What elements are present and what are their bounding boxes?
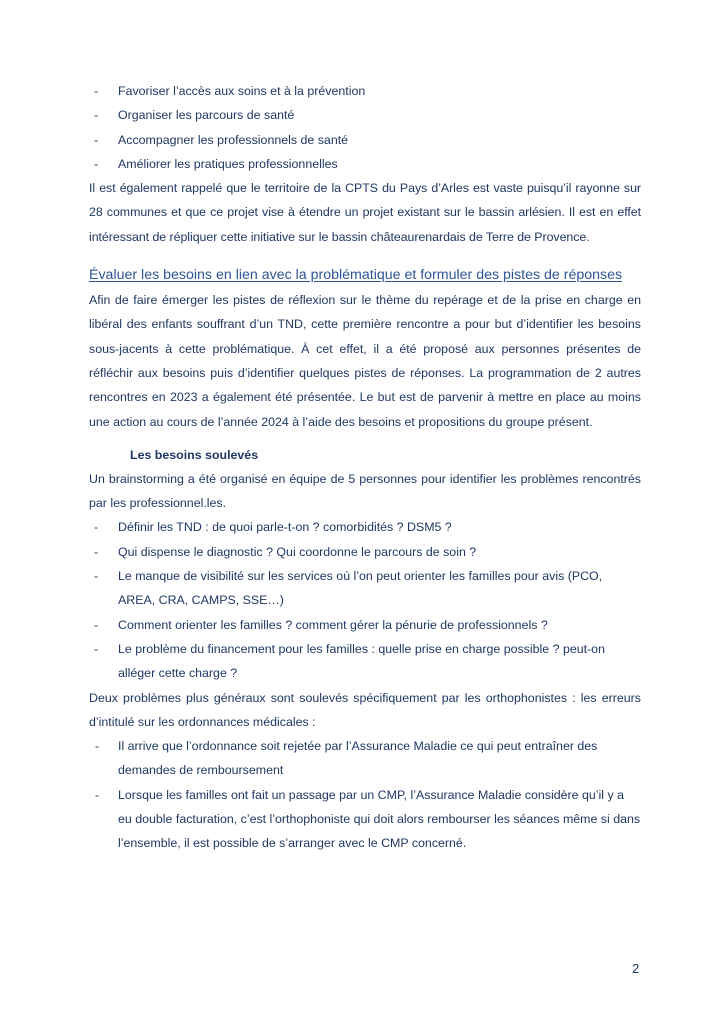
ortho-paragraph: Deux problèmes plus généraux sont soulevés spécifiquement par les orthophonistes : les erreurs d’intitulé sur les ordonnances médicales : — [89, 690, 641, 729]
objectives-list — [89, 79, 641, 176]
page-content — [89, 79, 641, 856]
list-item: - Le problème du financement pour les familles : quelle prise en charge possible ? peut-on alléger cette charge ? — [89, 637, 641, 686]
intro-paragraph: Il est également rappelé que le territoire de la CPTS du Pays d’Arles est vaste puisqu’il rayonne sur 28 communes et que ce projet vise à étendre un projet existant sur le bassin arlésien. Il est en effet intéressant de répliquer cette initiative sur le bassin châteaurenardais de Terre de Provence. — [89, 181, 641, 244]
list-item: - Définir les TND : de quoi parle-t-on ? comorbidités ? DSM5 ? — [89, 515, 641, 539]
list-item: - Accompagner les professionnels de santé — [89, 128, 641, 152]
list-item: - Organiser les parcours de santé — [89, 103, 641, 127]
section-heading: Évaluer les besoins en lien avec la problématique et formuler des pistes de réponses — [89, 267, 623, 284]
list-item: - Il arrive que l’ordonnance soit rejetée par l’Assurance Maladie ce qui peut entraîner des demandes de remboursement — [95, 734, 641, 783]
list-item: - Améliorer les pratiques professionnelles — [89, 152, 641, 176]
ortho-problems-list — [89, 734, 641, 855]
list-item: - Qui dispense le diagnostic ? Qui coordonne le parcours de soin ? — [89, 540, 641, 564]
list-item: - Comment orienter les familles ? comment gérer la pénurie de professionnels ? — [89, 613, 641, 637]
subheading: Les besoins soulevés — [130, 447, 259, 462]
section-paragraph: Afin de faire émerger les pistes de réflexion sur le thème du repérage et de la prise en charge en libéral des enfants souffrant d’un TND, cette première rencontre a pour but d’identifier les besoins sous-jacents à cette problématique. À cet effet, il a été proposé aux personnes présentes de réfléchir aux besoins puis d’identifier quelques pistes de réponses. La programmation de 2 autres rencontres en 2023 a également été présentée. Le but est de parvenir à mettre en place au moins une action au cours de l’année 2024 à l’aide des besoins et propositions du groupe présent. — [89, 293, 641, 429]
list-item: - Favoriser l’accès aux soins et à la prévention — [89, 79, 641, 103]
list-item: - Le manque de visibilité sur les services où l’on peut orienter les familles pour avis (PCO, AREA, CRA, CAMPS, SSE…) — [89, 564, 641, 613]
brainstorm-paragraph: Un brainstorming a été organisé en équipe de 5 personnes pour identifier les problèmes rencontrés par les professionnel.les. — [89, 471, 641, 511]
list-item: - Lorsque les familles ont fait un passage par un CMP, l’Assurance Maladie considère qu’il y a eu double facturation, c’est l’orthophoniste qui doit alors rembourser les séances même si dans l’ensemble, il est possible de s’arranger avec le CMP concerné. — [95, 783, 641, 856]
page-number: 2 — [632, 961, 640, 976]
needs-list — [89, 515, 641, 685]
